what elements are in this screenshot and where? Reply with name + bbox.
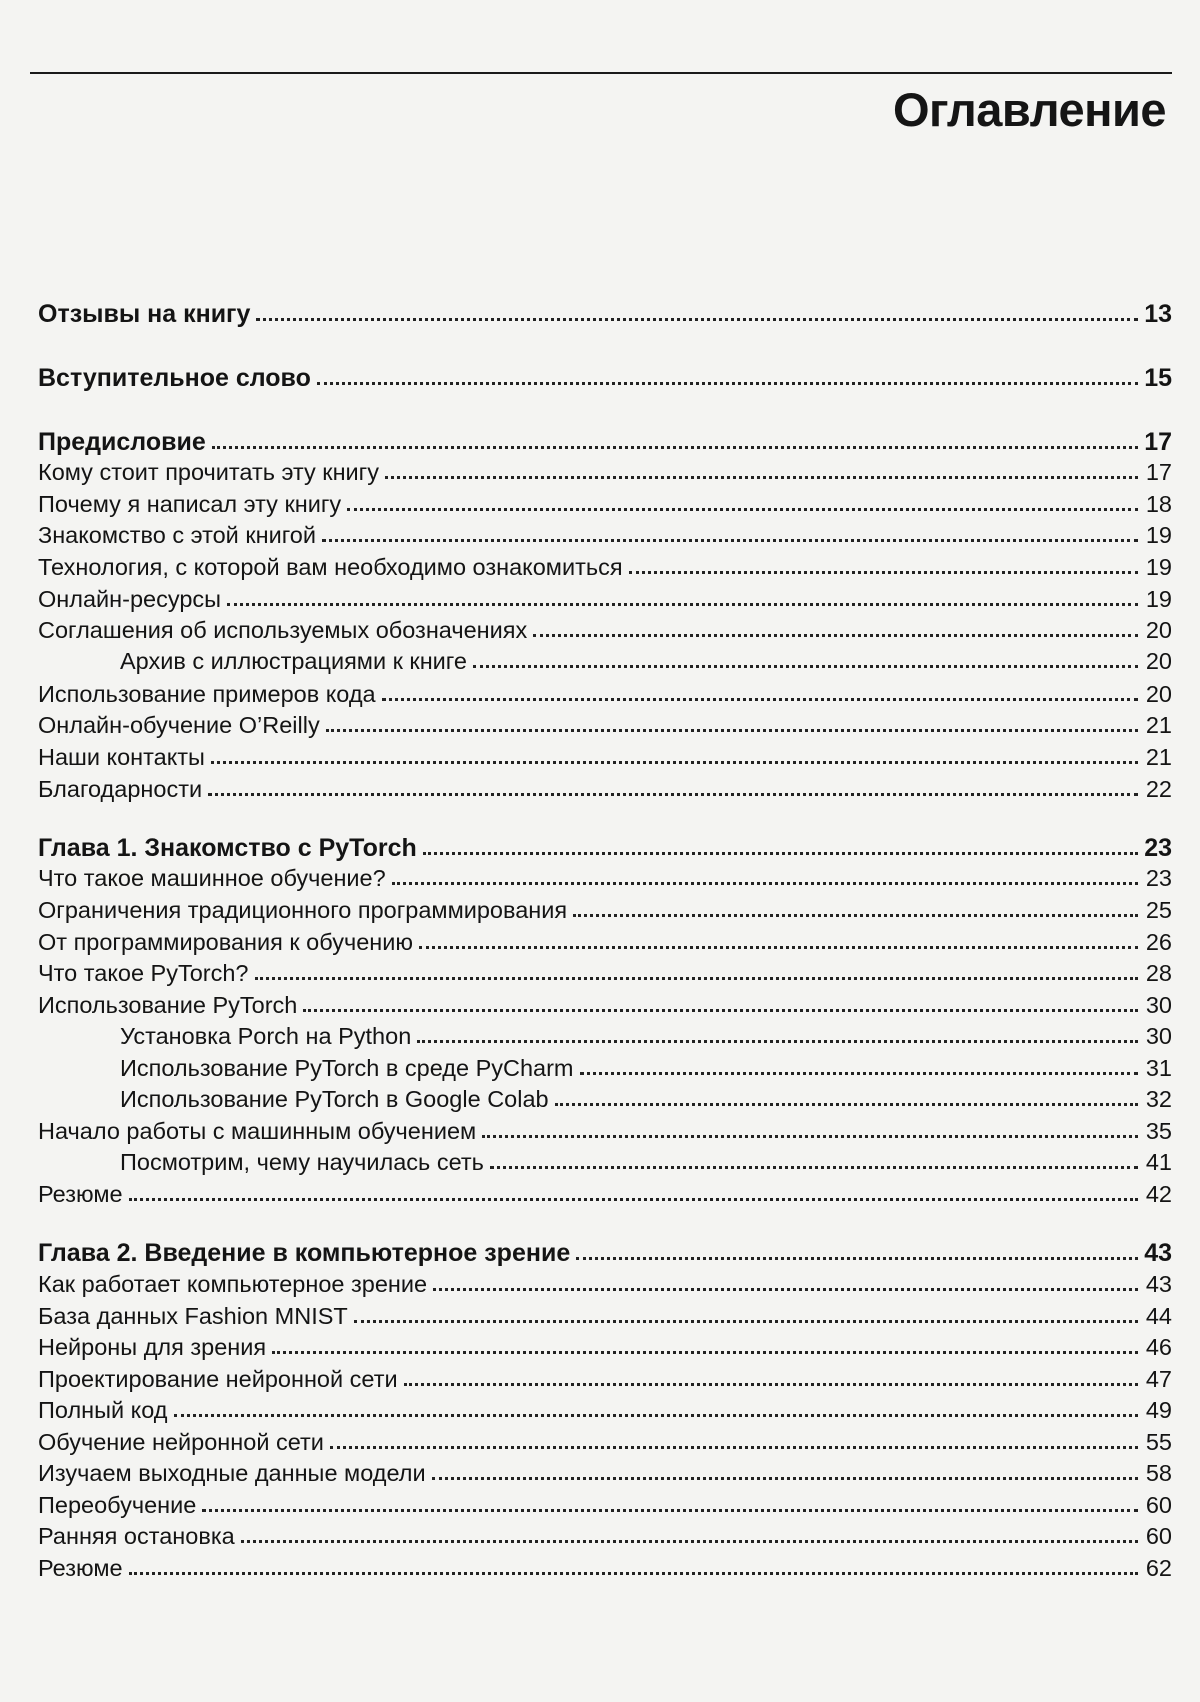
toc-entry-title: Ранняя остановка [38, 1523, 235, 1549]
toc-page-number: 25 [1145, 897, 1172, 923]
toc-page-number: 19 [1145, 586, 1172, 612]
dot-leader [629, 571, 1138, 574]
toc-entry-title: Что такое машинное обучение? [38, 865, 386, 891]
dot-leader [423, 852, 1138, 855]
dot-leader [212, 446, 1138, 449]
toc-page-number: 28 [1145, 960, 1172, 986]
toc-section-row [38, 1268, 1172, 1298]
toc-entry-title: Предисловие [38, 428, 206, 456]
toc-subsection-row [120, 1052, 1172, 1082]
toc-entry-title: Онлайн-обучение O’Reilly [38, 712, 320, 738]
toc-entry-title: Онлайн-ресурсы [38, 586, 222, 612]
dot-leader [432, 1477, 1138, 1480]
toc-entry-title: Благодарности [38, 776, 203, 802]
toc-section-row [38, 1394, 1172, 1424]
toc-page-number: 19 [1145, 554, 1172, 580]
toc-section-row [38, 1520, 1172, 1550]
toc-page-number: 46 [1145, 1334, 1172, 1360]
toc-entry-title: Использование PyTorch в Google Colab [120, 1086, 549, 1112]
toc-entry-title: База данных Fashion MNIST [38, 1303, 348, 1329]
toc-entry-title: Соглашения об используемых обозначениях [38, 617, 528, 643]
dot-leader [322, 539, 1138, 542]
toc-entry-title: Использование примеров кода [38, 681, 376, 707]
toc-page-number: 20 [1145, 681, 1172, 707]
toc-entry-title: Установка Porch на Python [120, 1023, 412, 1049]
toc-entry-title: Изучаем выходные данные модели [38, 1460, 426, 1486]
toc-entry-title: Знакомство с этой книгой [38, 522, 316, 548]
dot-leader [255, 977, 1138, 980]
toc-section-row [38, 957, 1172, 987]
toc-section-row [38, 773, 1172, 803]
dot-leader [227, 603, 1138, 606]
toc-page-number: 42 [1145, 1181, 1172, 1207]
toc-entry-title: Технология, с которой вам необходимо ознакомиться [38, 554, 623, 580]
toc-chapter-row [38, 1237, 1172, 1267]
toc-section-row [38, 1363, 1172, 1393]
toc-entry-title: Переобучение [38, 1492, 197, 1518]
toc-section-row [38, 741, 1172, 771]
dot-leader [555, 1103, 1138, 1106]
toc-subsection-row [120, 645, 1172, 675]
toc-entry-title: Нейроны для зрения [38, 1334, 267, 1360]
toc-page-number: 60 [1145, 1492, 1172, 1518]
dot-leader [326, 729, 1138, 732]
toc-entry-title: Начало работы с машинным обучением [38, 1118, 477, 1144]
dot-leader [202, 1509, 1138, 1512]
toc-section-row [38, 1115, 1172, 1145]
toc-entry-title: Резюме [38, 1555, 123, 1581]
toc-page-number: 21 [1145, 712, 1172, 738]
toc-page-number: 55 [1145, 1429, 1172, 1455]
header-rule [30, 72, 1172, 74]
toc-entry-title: От программирования к обучению [38, 929, 413, 955]
toc-page-number: 17 [1144, 428, 1172, 456]
toc-entry-title: Посмотрим, чему научилась сеть [120, 1149, 484, 1175]
toc-chapter-row [38, 298, 1172, 328]
toc-entry-title: Кому стоит прочитать эту книгу [38, 459, 379, 485]
toc-subsection-row [120, 1083, 1172, 1113]
toc-section-row [38, 1331, 1172, 1361]
page-title: Оглавление [892, 83, 1166, 136]
toc-entry-title: Почему я написал эту книгу [38, 491, 342, 517]
toc-page-number: 32 [1145, 1086, 1172, 1112]
toc-chapter-row [38, 362, 1172, 392]
toc-page-number: 47 [1145, 1366, 1172, 1392]
toc-section-row [38, 926, 1172, 956]
toc-page-number: 13 [1144, 300, 1172, 328]
toc-subsection-row [120, 1020, 1172, 1050]
toc-page-number: 62 [1145, 1555, 1172, 1581]
toc-entry-title: Полный код [38, 1397, 168, 1423]
dot-leader [419, 946, 1138, 949]
dot-leader [330, 1446, 1138, 1449]
dot-leader [433, 1288, 1138, 1291]
toc-section-row [38, 709, 1172, 739]
toc-entry-title: Вступительное слово [38, 364, 311, 392]
toc-page-number: 30 [1145, 1023, 1172, 1049]
dot-leader [385, 476, 1138, 479]
toc-page-number: 17 [1145, 459, 1172, 485]
toc-section-row [38, 488, 1172, 518]
toc-entry-title: Обучение нейронной сети [38, 1429, 324, 1455]
toc-page-number: 30 [1145, 992, 1172, 1018]
dot-leader [256, 318, 1138, 321]
toc-section-row [38, 583, 1172, 613]
toc-section-row [38, 678, 1172, 708]
toc-section-row [38, 614, 1172, 644]
toc-page-number: 18 [1145, 491, 1172, 517]
toc-entry-title: Глава 2. Введение в компьютерное зрение [38, 1239, 571, 1267]
dot-leader [382, 698, 1138, 701]
dot-leader [208, 793, 1138, 796]
toc-entry-title: Проектирование нейронной сети [38, 1366, 398, 1392]
toc-section-row [38, 1457, 1172, 1487]
toc-section-row [38, 862, 1172, 892]
toc-section-row [38, 1552, 1172, 1582]
dot-leader [211, 761, 1138, 764]
toc-page-number: 60 [1145, 1523, 1172, 1549]
toc-chapter-row [38, 832, 1172, 862]
toc-entry-title: Использование PyTorch в среде PyCharm [120, 1055, 574, 1081]
dot-leader [576, 1257, 1138, 1260]
toc-entry-title: Наши контакты [38, 744, 205, 770]
toc-page-number: 15 [1144, 364, 1172, 392]
dot-leader [473, 665, 1138, 668]
toc-entry-title: Отзывы на книгу [38, 300, 251, 328]
dot-leader [580, 1072, 1139, 1075]
dot-leader [174, 1414, 1139, 1417]
toc-entry-title: Ограничения традиционного программирования [38, 897, 568, 923]
toc-page-number: 44 [1145, 1303, 1172, 1329]
toc-section-row [38, 1426, 1172, 1456]
dot-leader [573, 914, 1138, 917]
toc-section-row [38, 1300, 1172, 1330]
dot-leader [354, 1320, 1138, 1323]
toc-page-number: 35 [1145, 1118, 1172, 1144]
toc-section-row [38, 519, 1172, 549]
toc-entry-title: Использование PyTorch [38, 992, 298, 1018]
toc-subsection-row [120, 1146, 1172, 1176]
toc-page-number: 26 [1145, 929, 1172, 955]
toc-page-number: 49 [1145, 1397, 1172, 1423]
toc-page-number: 21 [1145, 744, 1172, 770]
toc-page-number: 43 [1145, 1271, 1172, 1297]
dot-leader [490, 1166, 1138, 1169]
dot-leader [303, 1009, 1138, 1012]
dot-leader [404, 1383, 1138, 1386]
toc-page-number: 58 [1145, 1460, 1172, 1486]
toc-page-number: 31 [1145, 1055, 1172, 1081]
toc-section-row [38, 551, 1172, 581]
toc-chapter-row [38, 426, 1172, 456]
toc-page-number: 23 [1145, 865, 1172, 891]
toc-entry-title: Как работает компьютерное зрение [38, 1271, 428, 1297]
toc-section-row [38, 894, 1172, 924]
toc-page-number: 43 [1144, 1239, 1172, 1267]
dot-leader [417, 1040, 1138, 1043]
toc-entry-title: Что такое PyTorch? [38, 960, 249, 986]
toc-page-number: 19 [1145, 522, 1172, 548]
toc-page-number: 23 [1144, 834, 1172, 862]
toc-section-row [38, 1178, 1172, 1208]
dot-leader [129, 1572, 1138, 1575]
toc-page-number: 41 [1145, 1149, 1172, 1175]
toc-section-row [38, 1489, 1172, 1519]
toc-entry-title: Глава 1. Знакомство с PyTorch [38, 834, 417, 862]
dot-leader [533, 634, 1138, 637]
dot-leader [317, 382, 1138, 385]
toc-page-number: 20 [1145, 617, 1172, 643]
dot-leader [272, 1351, 1138, 1354]
toc-entry-title: Резюме [38, 1181, 123, 1207]
dot-leader [347, 508, 1138, 511]
toc-page-number: 22 [1145, 776, 1172, 802]
toc-entry-title: Архив с иллюстрациями к книге [120, 648, 467, 674]
toc-section-row [38, 989, 1172, 1019]
bleed-through-text [70, 6, 1050, 266]
toc-page-number: 20 [1145, 648, 1172, 674]
dot-leader [129, 1198, 1138, 1201]
dot-leader [392, 882, 1138, 885]
toc-section-row [38, 456, 1172, 486]
dot-leader [482, 1135, 1138, 1138]
dot-leader [241, 1540, 1138, 1543]
